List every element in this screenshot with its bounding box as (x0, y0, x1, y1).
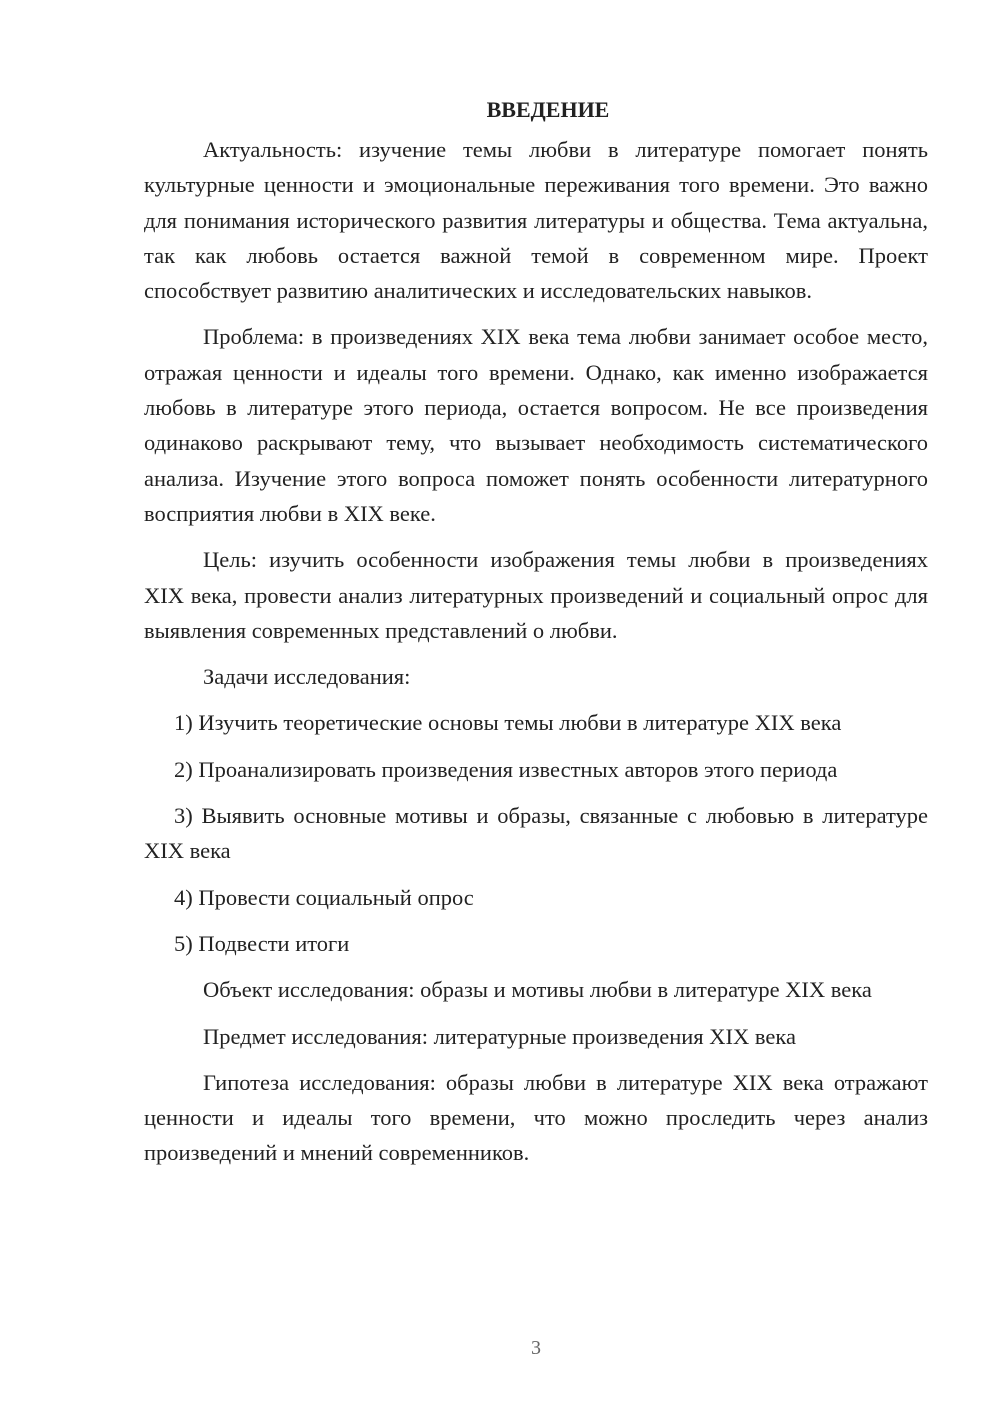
paragraph-subject: Предмет исследования: литературные произведения XIX века (203, 1023, 796, 1049)
tasks-heading: Задачи исследования: (203, 664, 411, 690)
task-item-1: 1) Изучить теоретические основы темы любви в литературе XIX века (174, 710, 842, 736)
task-item-2: 2) Проанализировать произведения известных авторов этого периода (174, 756, 838, 782)
task-item-5: 5) Подвести итоги (174, 930, 350, 956)
paragraph-object: Объект исследования: образы и мотивы любви в литературе XIX века (203, 977, 872, 1003)
tasks-list (144, 705, 928, 961)
document-title: ВВЕДЕНИЕ (486, 97, 610, 122)
document-page (144, 92, 928, 1182)
task-item-4: 4) Провести социальный опрос (174, 884, 474, 910)
page-number: 3 (531, 1337, 541, 1359)
paragraph-goal: Цель: изучить особенности изображения темы любви в произведениях XIX века, провести анализ литературных произведений и социальный опрос для выявления современных представлений о любви. (144, 547, 928, 643)
task-item-3: 3) Выявить основные мотивы и образы, связанные с любовью в литературе XIX века (144, 803, 928, 864)
paragraph-hypothesis: Гипотеза исследования: образы любви в литературе XIX века отражают ценности и идеалы того времени, что можно проследить через анализ произведений и мнений современников. (144, 1069, 928, 1166)
paragraph-problem: Проблема: в произведениях XIX века тема любви занимает особое место, отражая ценности и идеалы того времени. Однако, как именно изображается любовь в литературе этого периода, остается вопросом. Не все произведения одинаково раскрывают тему, что вызывает необходимость систематического анализа. Изучение этого вопроса поможет понять особенности литературного восприятия любви в XIX веке. (144, 324, 928, 526)
paragraph-relevance: Актуальность: изучение темы любви в литературе помогает понять культурные ценности и эмоциональные переживания того времени. Это важно для понимания исторического развития литературы и общества. Тема актуальна, так как любовь остается важной темой в современном мире. Проект способствует развитию аналитических и исследовательских навыков. (144, 137, 928, 304)
